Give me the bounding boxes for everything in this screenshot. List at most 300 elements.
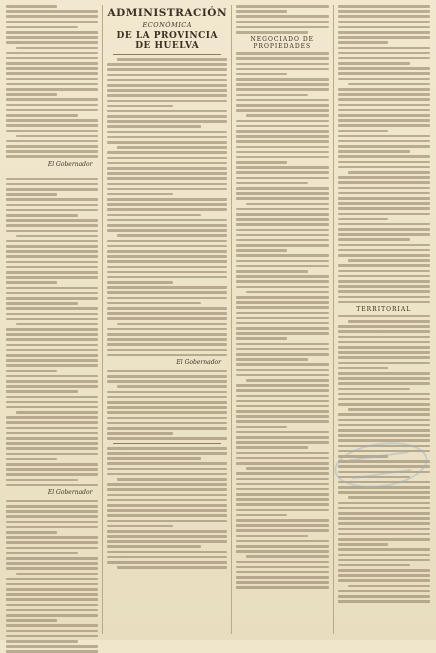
- text-line: [236, 166, 328, 169]
- text-line: [236, 503, 328, 506]
- text-line: [107, 520, 227, 523]
- text-line: [107, 427, 227, 430]
- text-line: [6, 364, 98, 367]
- text-line: [107, 370, 227, 373]
- text-line: [338, 398, 430, 401]
- text-line: [6, 313, 98, 316]
- text-line: [338, 21, 430, 24]
- text-line: [6, 370, 57, 373]
- text-line: [236, 405, 328, 408]
- text-line: [236, 426, 287, 429]
- text-line: [338, 26, 430, 29]
- text-line: [236, 161, 287, 164]
- text-line: [236, 498, 328, 501]
- text-line: [16, 135, 98, 138]
- text-line: [236, 197, 328, 200]
- text-line: [6, 453, 98, 456]
- text-line: [236, 369, 328, 372]
- text-line: [6, 432, 98, 435]
- text-line: [107, 349, 227, 352]
- text-line: [236, 249, 287, 252]
- text-line: [6, 567, 98, 570]
- text-line: [236, 15, 328, 18]
- text-line: [236, 140, 328, 143]
- text-line: [6, 214, 78, 217]
- text-line: [6, 219, 98, 222]
- text-line: [6, 349, 98, 352]
- text-line: [236, 327, 328, 330]
- text-line: [338, 78, 430, 81]
- territorial-heading: TERRITORIAL: [356, 305, 412, 313]
- text-line: [338, 362, 430, 365]
- text-line: [236, 239, 328, 242]
- text-line: [6, 41, 98, 44]
- text-line: [107, 302, 200, 305]
- text-line: [236, 31, 308, 34]
- text-line: [107, 317, 227, 320]
- text-line: [6, 57, 98, 60]
- text-line: [236, 478, 328, 481]
- column-center-right: [231, 5, 328, 634]
- text-line: [236, 151, 328, 154]
- text-line: [107, 504, 227, 507]
- text-line: [6, 36, 98, 39]
- text-line: [338, 207, 430, 210]
- text-line: [107, 125, 200, 128]
- admin-province: DE LA PROVINCIA DE HUELVA: [116, 31, 218, 51]
- text-line: [107, 281, 173, 284]
- text-line: [236, 192, 328, 195]
- text-line: [6, 193, 57, 196]
- text-line: [338, 377, 430, 380]
- text-line: [107, 483, 227, 486]
- text-line: [236, 275, 328, 278]
- text-line: [338, 388, 410, 391]
- text-line: [236, 125, 328, 128]
- text-line: [236, 561, 328, 564]
- text-line: [107, 411, 227, 414]
- text-line: [6, 630, 98, 633]
- text-line: [246, 555, 328, 558]
- text-line: [236, 493, 328, 496]
- col1-text-block-c: [6, 500, 98, 653]
- text-line: [117, 58, 227, 61]
- text-line: [338, 244, 430, 247]
- text-line: [107, 307, 227, 310]
- text-line: [107, 266, 227, 269]
- text-line: [236, 306, 328, 309]
- text-line: [6, 204, 98, 207]
- text-line: [107, 328, 227, 331]
- text-line: [338, 135, 430, 138]
- text-line: [107, 343, 227, 346]
- text-line: [338, 419, 430, 422]
- text-line: [107, 447, 227, 450]
- text-line: [107, 229, 227, 232]
- text-line: [6, 359, 98, 362]
- text-line: [107, 551, 227, 554]
- col3-text-block-b: [236, 52, 328, 589]
- text-line: [338, 10, 430, 13]
- text-line: [338, 31, 430, 34]
- text-line: [338, 36, 430, 39]
- col1-signature-2: El Gobernador: [47, 488, 93, 496]
- text-line: [236, 26, 328, 29]
- text-line: [338, 98, 430, 101]
- text-line: [107, 291, 227, 294]
- text-line: [236, 265, 328, 268]
- text-line: [107, 375, 227, 378]
- text-line: [6, 635, 98, 638]
- text-line: [6, 114, 78, 117]
- text-line: [117, 385, 227, 388]
- text-line: [236, 78, 328, 81]
- text-line: [338, 301, 430, 304]
- text-line: [107, 406, 227, 409]
- text-line: [338, 351, 430, 354]
- text-line: [338, 270, 430, 273]
- text-line: [338, 517, 430, 520]
- text-line: [236, 52, 328, 55]
- text-line: [6, 421, 98, 424]
- text-line: [338, 181, 430, 184]
- text-line: [236, 545, 328, 548]
- col1-text-block-b: [6, 178, 98, 487]
- text-line: [338, 192, 430, 195]
- text-line: [6, 31, 98, 34]
- text-line: [117, 146, 227, 149]
- text-line: [6, 609, 98, 612]
- text-line: [338, 57, 430, 60]
- text-line: [6, 510, 98, 513]
- text-line: [338, 41, 389, 44]
- text-line: [236, 540, 328, 543]
- text-line: [6, 406, 98, 409]
- text-line: [236, 280, 328, 283]
- text-line: [6, 380, 98, 383]
- text-line: [6, 390, 78, 393]
- text-line: [107, 535, 227, 538]
- text-line: [6, 83, 98, 86]
- text-line: [107, 260, 227, 263]
- text-line: [6, 88, 98, 91]
- text-line: [107, 276, 227, 279]
- text-line: [236, 550, 328, 553]
- text-line: [236, 576, 328, 579]
- text-line: [107, 457, 200, 460]
- text-line: [236, 322, 328, 325]
- text-line: [338, 336, 430, 339]
- text-line: [107, 94, 227, 97]
- text-line: [236, 146, 328, 149]
- text-line: [338, 290, 430, 293]
- text-line: [236, 83, 328, 86]
- text-line: [338, 325, 430, 328]
- text-line: [6, 624, 98, 627]
- text-line: [107, 250, 227, 253]
- admin-subtitle: ECONÓMICA: [142, 21, 192, 29]
- text-line: [107, 333, 227, 336]
- text-line: [107, 556, 227, 559]
- text-line: [107, 540, 227, 543]
- text-line: [107, 297, 227, 300]
- text-line: [107, 530, 227, 533]
- text-line: [338, 330, 430, 333]
- text-line: [107, 422, 227, 425]
- text-line: [107, 157, 227, 160]
- text-line: [117, 323, 227, 326]
- text-line: [338, 512, 430, 515]
- text-line: [107, 183, 227, 186]
- text-line: [6, 458, 57, 461]
- text-line: [236, 104, 328, 107]
- text-line: [348, 496, 430, 499]
- text-line: [236, 260, 328, 263]
- text-line: [338, 280, 430, 283]
- text-line: [6, 541, 98, 544]
- text-line: [236, 363, 328, 366]
- text-line: [236, 524, 328, 527]
- text-line: [6, 344, 98, 347]
- text-line: [236, 358, 308, 361]
- text-line: [107, 509, 227, 512]
- text-line: [338, 548, 430, 551]
- text-line: [338, 52, 430, 55]
- text-line: [6, 240, 98, 243]
- text-line: [236, 389, 328, 392]
- text-line: [6, 598, 98, 601]
- text-line: [107, 391, 227, 394]
- col1-text-block-a: [6, 5, 98, 158]
- text-line: [338, 382, 430, 385]
- text-line: [338, 93, 430, 96]
- text-line: [338, 88, 430, 91]
- text-line: [6, 562, 98, 565]
- text-line: [6, 614, 98, 617]
- text-line: [338, 166, 430, 169]
- text-line: [6, 479, 78, 482]
- text-line: [107, 488, 227, 491]
- text-line: [107, 177, 227, 180]
- text-line: [6, 140, 98, 143]
- text-line: [338, 150, 410, 153]
- text-line: [236, 88, 328, 91]
- text-line: [236, 586, 328, 589]
- text-line: [6, 150, 98, 153]
- text-line: [236, 581, 328, 584]
- text-line: [338, 213, 430, 216]
- col4-text-block-a: [338, 5, 430, 303]
- text-line: [107, 214, 200, 217]
- text-line: [338, 564, 410, 567]
- text-line: [6, 124, 98, 127]
- text-line: [338, 223, 430, 226]
- text-line: [107, 437, 227, 440]
- text-line: [246, 203, 328, 206]
- text-line: [236, 514, 287, 517]
- text-line: [338, 187, 430, 190]
- text-line: [338, 62, 410, 65]
- text-line: [6, 468, 98, 471]
- text-line: [338, 579, 430, 582]
- text-line: [6, 588, 98, 591]
- text-line: [246, 379, 328, 382]
- text-line: [107, 141, 227, 144]
- text-line: [6, 297, 98, 300]
- text-line: [348, 259, 430, 262]
- text-line: [6, 578, 98, 581]
- col2-text-block-b: [107, 370, 227, 440]
- text-line: [16, 573, 98, 576]
- text-line: [236, 452, 328, 455]
- text-line: [236, 395, 328, 398]
- text-line: [246, 291, 328, 294]
- text-line: [107, 203, 227, 206]
- text-line: [338, 130, 389, 133]
- text-line: [236, 130, 328, 133]
- text-line: [338, 104, 430, 107]
- text-line: [338, 140, 430, 143]
- text-line: [107, 167, 227, 170]
- text-line: [236, 472, 328, 475]
- text-line: [338, 367, 389, 370]
- text-line: [338, 491, 430, 494]
- text-line: [338, 119, 430, 122]
- text-line: [338, 533, 430, 536]
- text-line: [6, 593, 98, 596]
- text-line: [338, 413, 430, 416]
- text-line: [6, 209, 98, 212]
- text-line: [6, 375, 98, 378]
- text-line: [6, 531, 57, 534]
- text-line: [6, 318, 98, 321]
- text-line: [6, 500, 98, 503]
- text-line: [236, 535, 308, 538]
- text-line: [6, 178, 98, 181]
- text-line: [107, 131, 227, 134]
- text-line: [6, 261, 98, 264]
- text-line: [6, 526, 98, 529]
- text-line: [236, 441, 328, 444]
- text-line: [236, 488, 328, 491]
- text-line: [6, 281, 57, 284]
- text-line: [107, 74, 227, 77]
- text-line: [107, 473, 227, 476]
- text-line: [246, 114, 328, 117]
- text-line: [236, 332, 328, 335]
- text-line: [6, 401, 98, 404]
- text-line: [6, 442, 98, 445]
- text-line: [6, 230, 98, 233]
- text-line: [236, 337, 287, 340]
- text-line: [107, 136, 227, 139]
- text-line: [16, 323, 98, 326]
- text-line: [338, 346, 430, 349]
- text-line: [338, 197, 430, 200]
- text-line: [348, 83, 430, 86]
- text-line: [6, 93, 57, 96]
- text-line: [6, 130, 98, 133]
- text-line: [338, 218, 389, 221]
- text-line: [6, 604, 98, 607]
- text-line: [338, 559, 430, 562]
- text-line: [236, 120, 328, 123]
- text-line: [107, 105, 173, 108]
- title-rule: [113, 54, 221, 55]
- text-line: [338, 114, 430, 117]
- text-line: [107, 468, 227, 471]
- text-line: [16, 411, 98, 414]
- text-line: [6, 15, 98, 18]
- text-line: [338, 522, 430, 525]
- text-line: [338, 403, 430, 406]
- text-line: [107, 525, 173, 528]
- text-line: [6, 333, 98, 336]
- text-line: [107, 120, 227, 123]
- text-line: [236, 420, 328, 423]
- text-line: [6, 557, 98, 560]
- text-line: [6, 338, 98, 341]
- text-line: [338, 356, 430, 359]
- text-line: [107, 224, 227, 227]
- text-line: [236, 384, 328, 387]
- text-line: [338, 161, 430, 164]
- text-line: [107, 219, 227, 222]
- text-line: [6, 72, 98, 75]
- text-line: [236, 213, 328, 216]
- text-line: [6, 266, 98, 269]
- text-line: [107, 401, 227, 404]
- text-line: [338, 424, 430, 427]
- text-line: [107, 452, 227, 455]
- text-line: [6, 307, 98, 310]
- text-line: [338, 372, 430, 375]
- text-line: [107, 286, 227, 289]
- text-line: [107, 514, 227, 517]
- text-line: [236, 566, 328, 569]
- text-line: [6, 515, 98, 518]
- text-line: [236, 353, 328, 356]
- text-line: [236, 529, 328, 532]
- text-line: [6, 521, 98, 524]
- text-line: [6, 155, 98, 158]
- text-line: [107, 499, 227, 502]
- text-line: [107, 561, 227, 564]
- text-line: [236, 343, 328, 346]
- text-line: [338, 202, 430, 205]
- text-line: [6, 473, 98, 476]
- text-line: [107, 380, 227, 383]
- text-columns: [6, 5, 430, 634]
- text-line: [107, 240, 227, 243]
- text-line: [107, 100, 227, 103]
- text-line: [6, 52, 98, 55]
- text-line: [236, 254, 328, 257]
- text-line: [338, 574, 430, 577]
- text-line: [6, 416, 98, 419]
- text-line: [236, 171, 328, 174]
- text-line: [107, 312, 227, 315]
- text-line: [6, 198, 98, 201]
- text-line: [236, 436, 328, 439]
- text-line: [236, 182, 308, 185]
- text-line: [348, 585, 430, 588]
- text-line: [338, 109, 430, 112]
- text-line: [236, 410, 328, 413]
- text-line: [236, 374, 328, 377]
- text-line: [338, 296, 430, 299]
- text-line: [338, 124, 430, 127]
